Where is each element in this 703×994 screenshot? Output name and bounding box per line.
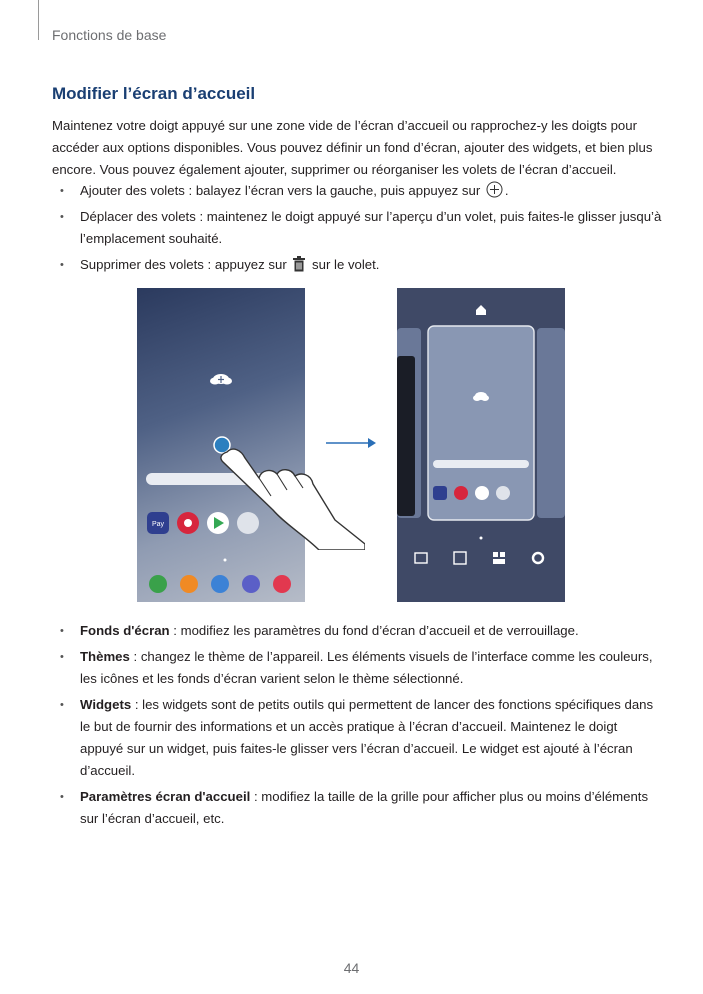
page-indicator: [224, 559, 227, 562]
add-panel-icon: [210, 374, 232, 385]
page-indicator-edit: [480, 537, 483, 540]
dock-phone-icon: [149, 575, 167, 593]
running-head: Fonctions de base: [52, 27, 167, 43]
mini-app-pay: [433, 486, 447, 500]
app-icon-galaxy-dot: [184, 519, 192, 527]
bullet-move-panel: • Déplacer des volets : maintenez le doigt appuyé sur l’aperçu d’un volet, puis faites-le glisser jusqu’à l’emplacement souhaité.: [52, 206, 662, 250]
option-home-settings: • Paramètres écran d'accueil : modifiez la taille de la grille pour afficher plus ou moins d’éléments sur l’écran d’accueil, etc.: [52, 786, 662, 830]
app-label-pay: Pay: [151, 521, 165, 528]
bullet-add-panel: • Ajouter des volets : balayez l’écran vers la gauche, puis appuyez sur .: [52, 180, 662, 202]
search-bar-small: [433, 460, 529, 468]
dock-contacts-icon: [180, 575, 198, 593]
home-edit-illustration: [397, 288, 565, 602]
section-title: Modifier l’écran d’accueil: [52, 84, 256, 103]
mini-app-folder: [496, 486, 510, 500]
options-bullet-list: [52, 620, 662, 834]
trash-icon: [292, 256, 306, 272]
option-widgets: • Widgets : les widgets sont de petits outils qui permettent de lancer des fonctions spécifiques dans le but de fournir des informations et un accès pratique à l’écran d’accueil. Maintenez le doigt appuyé sur un widget, puis faites-le glisser vers l’écran d’accueil. Le widget est ajouté à l’écran d’accueil.: [52, 694, 662, 782]
panel-bullet-list: [52, 180, 662, 280]
header-rule: [38, 0, 39, 40]
option-themes: • Thèmes : changez le thème de l’appareil. Les éléments visuels de l’interface comme les couleurs, les icônes et les fonds d’écran varient selon le thème sélectionné.: [52, 646, 662, 690]
intro-paragraph: Maintenez votre doigt appuyé sur une zone vide de l’écran d’accueil ou rapprochez-y les doigts pour accéder aux options disponibles. Vous pouvez définir un fond d’écran, ajouter des widgets, et bien plus encore. Vous pouvez également ajouter, supprimer ou réorganiser les volets de l’écran d’accueil.: [52, 118, 653, 177]
dock-messages-icon: [211, 575, 229, 593]
panel-preview-right: [537, 328, 565, 518]
dock-internet-icon: [242, 575, 260, 593]
mini-app-play: [475, 486, 489, 500]
plus-circle-icon: [486, 181, 503, 198]
page-number: 44: [343, 960, 360, 976]
arrow-right-icon: [326, 436, 376, 450]
mini-app-galaxy: [454, 486, 468, 500]
panel-preview-dark: [397, 356, 415, 516]
hand-gesture-icon: [215, 440, 365, 550]
bullet-delete-panel: • Supprimer des volets : appuyez sur sur le volet.: [52, 254, 662, 276]
option-wallpapers: • Fonds d'écran : modifiez les paramètres du fond d’écran d’accueil et de verrouillage.: [52, 620, 662, 642]
dock-camera-icon: [273, 575, 291, 593]
